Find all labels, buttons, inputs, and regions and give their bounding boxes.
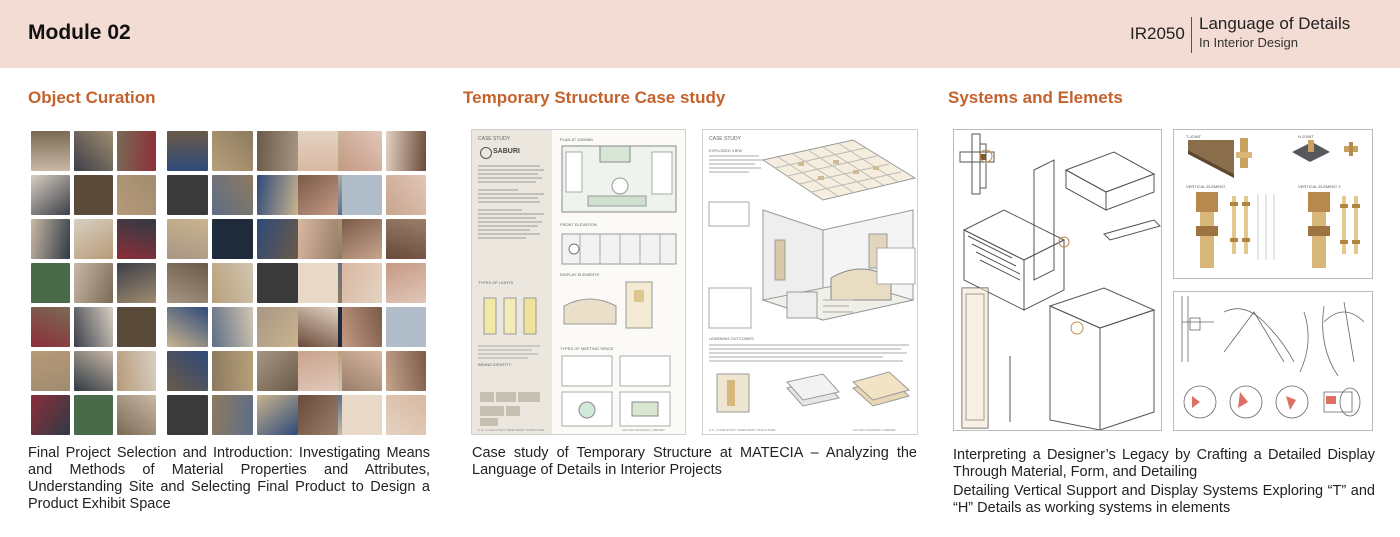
pen-photo-thumbnail	[74, 263, 113, 303]
eyewear-image-grid	[298, 131, 426, 435]
section-title-case-study: Temporary Structure Case study	[463, 88, 726, 107]
watch-photo-thumbnail	[167, 219, 208, 259]
header-divider	[1191, 17, 1192, 53]
section-description-systems-2: Detailing Vertical Support and Display Systems Exploring “T” and “H” Details as working systems in elements	[953, 483, 1375, 516]
pen-photo-thumbnail	[31, 395, 70, 435]
plan-label: PLAN AT 1000MM	[560, 137, 593, 142]
eyewear-photo-thumbnail	[298, 219, 338, 259]
section-description-case-study: Case study of Temporary Structure at MATECIA – Analyzing the Language of Details in Interior Projects	[472, 445, 917, 478]
light-types-diagram	[478, 288, 548, 388]
eyewear-photo-thumbnail	[342, 219, 382, 259]
eyewear-photo-thumbnail	[342, 131, 382, 171]
case-study-sheet-2	[702, 129, 918, 435]
joint-details-drawing	[1174, 130, 1373, 279]
watch-photo-thumbnail	[167, 131, 208, 171]
pen-photo-thumbnail	[117, 351, 156, 391]
sidebar-text-lines	[478, 164, 548, 244]
pen-image-grid	[31, 131, 156, 435]
watch-photo-thumbnail	[257, 175, 298, 215]
sheet-footer-right: AAYSHA SANGHAVI | UB00967	[622, 428, 665, 432]
pen-photo-thumbnail	[117, 219, 156, 259]
eyewear-photo-thumbnail	[386, 175, 426, 215]
sheet-footer-left: C.S. | CASE STUDY TEMPORARY STRUCTURE	[478, 428, 545, 432]
meeting-space-drawings	[560, 354, 680, 430]
types-of-light-label: TYPES OF LIGHTS	[478, 280, 514, 285]
watch-photo-thumbnail	[212, 131, 253, 171]
eyewear-photo-thumbnail	[386, 395, 426, 435]
brand-name: SABURI	[493, 148, 520, 155]
vertical-element-2-label: VERTICAL ELEMENT 2	[1298, 184, 1341, 189]
eyewear-photo-thumbnail	[342, 351, 382, 391]
sketch-details-drawing	[1174, 292, 1373, 431]
section-description-object-curation: Final Project Selection and Introduction: Investigating Means and Methods of Material Properties and Attributes, Understanding Site and Selecting Final Product to Design a Product Exhibit Space	[28, 445, 430, 512]
watch-photo-thumbnail	[167, 351, 208, 391]
learning-outcomes-label: LEARNING OUTCOMES	[709, 336, 754, 341]
pen-photo-thumbnail	[74, 351, 113, 391]
pen-photo-thumbnail	[31, 131, 70, 171]
h-joint-label: H-JOINT	[1298, 134, 1314, 139]
pen-photo-thumbnail	[117, 395, 156, 435]
eyewear-photo-thumbnail	[342, 263, 382, 303]
eyewear-photo-thumbnail	[386, 131, 426, 171]
eyewear-photo-thumbnail	[298, 307, 338, 347]
exploded-view-label: EXPLODED VIEW	[709, 148, 743, 153]
brand-logo-icon	[480, 147, 492, 159]
section-title-systems: Systems and Elemets	[948, 88, 1123, 107]
pen-photo-thumbnail	[74, 175, 113, 215]
pen-photo-thumbnail	[117, 263, 156, 303]
pen-photo-thumbnail	[31, 175, 70, 215]
case-study-sheet-1	[471, 129, 686, 435]
watch-photo-thumbnail	[167, 175, 208, 215]
watch-photo-thumbnail	[257, 263, 298, 303]
watch-photo-thumbnail	[212, 395, 253, 435]
pen-photo-thumbnail	[31, 351, 70, 391]
joint-details-panel	[1173, 129, 1373, 279]
eyewear-photo-thumbnail	[342, 307, 382, 347]
systems-line-drawing	[954, 130, 1162, 431]
eyewear-photo-thumbnail	[386, 351, 426, 391]
front-elevation-label: FRONT ELEVATION	[560, 222, 597, 227]
watch-photo-thumbnail	[257, 395, 298, 435]
eyewear-photo-thumbnail	[386, 307, 426, 347]
pen-photo-thumbnail	[31, 307, 70, 347]
pen-photo-thumbnail	[117, 307, 156, 347]
sketch-details-panel	[1173, 291, 1373, 431]
watch-photo-thumbnail	[167, 395, 208, 435]
pen-photo-thumbnail	[74, 219, 113, 259]
page-header	[0, 0, 1400, 68]
brand-identity-label: BRAND IDENTITY	[478, 362, 512, 367]
pen-photo-thumbnail	[31, 263, 70, 303]
course-title: Language of Details	[1199, 14, 1351, 33]
pen-photo-thumbnail	[117, 175, 156, 215]
eyewear-photo-thumbnail	[298, 263, 338, 303]
watch-photo-thumbnail	[167, 263, 208, 303]
display-elements-drawing	[560, 280, 680, 340]
eyewear-photo-thumbnail	[386, 219, 426, 259]
watch-photo-thumbnail	[212, 219, 253, 259]
watch-photo-thumbnail	[257, 219, 298, 259]
meeting-space-label: TYPES OF MEETING SPACE	[560, 346, 614, 351]
watch-photo-thumbnail	[212, 263, 253, 303]
t-joint-label: T-JOINT	[1186, 134, 1202, 139]
module-title: Module 02	[28, 21, 131, 44]
watch-photo-thumbnail	[257, 307, 298, 347]
exploded-axonometric-drawing	[703, 130, 918, 430]
eyewear-photo-thumbnail	[386, 263, 426, 303]
pen-photo-thumbnail	[31, 219, 70, 259]
pen-photo-thumbnail	[117, 131, 156, 171]
pen-photo-thumbnail	[74, 307, 113, 347]
eyewear-photo-thumbnail	[342, 395, 382, 435]
sheet-title: CASE STUDY	[478, 136, 510, 142]
sheet2-footer-right: AAYSHA SANGHAVI | UB00967	[853, 428, 896, 432]
watch-photo-thumbnail	[167, 307, 208, 347]
vertical-element-label: VERTICAL ELEMENT	[1186, 184, 1226, 189]
display-elements-label: DISPLAY ELEMENTS	[560, 272, 600, 277]
watch-photo-thumbnail	[257, 131, 298, 171]
sheet2-footer-left: C.S. | CASE STUDY TEMPORARY STRUCTURE	[709, 428, 776, 432]
watch-photo-thumbnail	[212, 351, 253, 391]
eyewear-photo-thumbnail	[298, 175, 338, 215]
eyewear-photo-thumbnail	[342, 175, 382, 215]
systems-axonometric-panel	[953, 129, 1162, 431]
section-title-object-curation: Object Curation	[28, 88, 156, 107]
course-code: IR2050	[1130, 24, 1185, 43]
course-subtitle: In Interior Design	[1199, 35, 1298, 50]
floor-plan-drawing	[560, 144, 680, 218]
eyewear-photo-thumbnail	[298, 351, 338, 391]
watch-photo-thumbnail	[212, 307, 253, 347]
brand-identity-graphic	[480, 392, 550, 428]
sheet-title-2: CASE STUDY	[709, 136, 741, 142]
front-elevation-drawing	[560, 230, 680, 270]
watch-photo-thumbnail	[257, 351, 298, 391]
eyewear-photo-thumbnail	[298, 131, 338, 171]
pen-photo-thumbnail	[74, 395, 113, 435]
section-description-systems-1: Interpreting a Designer’s Legacy by Crafting a Detailed Display Through Material, Form, and Detailing	[953, 447, 1375, 480]
eyewear-photo-thumbnail	[298, 395, 338, 435]
pen-photo-thumbnail	[74, 131, 113, 171]
watch-photo-thumbnail	[212, 175, 253, 215]
